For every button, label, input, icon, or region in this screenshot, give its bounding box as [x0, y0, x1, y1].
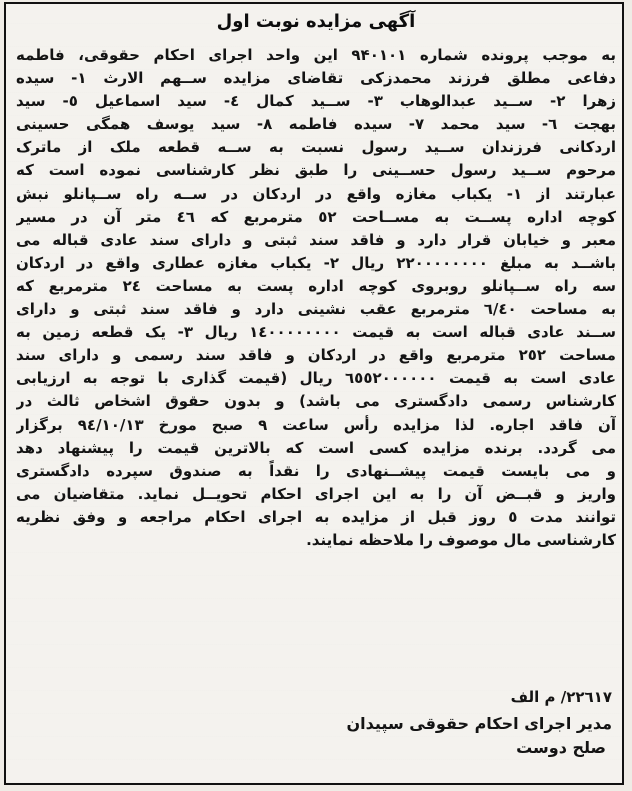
notice-body-line: سه راه ســپانلو روبروی کوچه اداره پست به مساحت ۲٤ مترمربع که [16, 276, 616, 295]
notice-body-line: آن فاقد اجاره. لذا مزایده رأس ساعت ۹ صبح مورخ ۹٤/۱۰/۱۳ برگزار [16, 415, 616, 434]
notice-body-line: عبارتند از ۱- یکباب مغازه واقع در اردکان در ســه راه ســپانلو نبش [16, 184, 616, 203]
notice-body-line: ســند عادی قباله است به قیمت ۱٤۰۰۰۰۰۰۰۰ ریال ۳- یک قطعه زمین به [16, 323, 616, 342]
signature-block [6, 712, 612, 760]
notice-body-line: اردکانی فرزندان ســید رسول نسبت به ســه قطعه ملک از ماترک [16, 138, 616, 157]
notice-body-line: معبر و خیابان قرار دارد و فاقد سند ثبتی و دارای سند عادی قباله می [16, 230, 616, 249]
notice-body-line: بهجت ٦- سید محمد ۷- سیده فاطمه ۸- سید یوسف همگی حسینی [16, 115, 616, 134]
notice-body-line: کوچه اداره پســت به مســاحت ٥۲ مترمربع که ٤٦ متر آن در مسیر [16, 207, 616, 226]
notice-body-line: دفاعی مطلق فرزند محمدزکی تقاضای مزایده ســهم الارث ۱- سیده [16, 69, 616, 88]
signature-title: مدیر اجرای احکام حقوقی سپیدان [346, 714, 612, 733]
notice-body-line: عادی است به قیمت ٦٥٥۲۰۰۰۰۰۰ ریال (قیمت گذاری با توجه به ارزیابی [16, 369, 616, 388]
notice-body-line: مساحت ۲٥۲ مترمربع واقع در اردکان و فاقد سند رسمی و دارای سند [16, 346, 616, 365]
notice-body-line: می گردد. برنده مزایده کسی است که بالاترین قیمت را پیشنهاد دهد [16, 438, 616, 457]
notice-title: آگهی مزایده نوبت اول [216, 11, 416, 32]
notice-body-line: زهرا ۲- ســید عبدالوهاب ۳- ســید کمال ٤- سید اسماعیل ٥- سید [16, 92, 616, 111]
notice-border [4, 2, 624, 785]
notice-body-line: کارشناسی مال موصوف را ملاحظه نمایند. [306, 530, 616, 549]
notice-body-line: مرحوم ســید رسول حســینی را طبق نظر کارشناسی نموده است که [16, 161, 616, 180]
notice-body-line: توانند مدت ٥ روز قبل از مزایده به اجرای احکام مراجعه و وفق نظریه [16, 507, 616, 526]
notice-body-line: واریز و قبــض آن را به این اجرای احکام تحویــل نماید. متقاضیان می [16, 484, 616, 503]
notice-body-line: کارشناس رسمی دادگستری می باشد) و بدون حقوق اشخاص ثالث در [16, 392, 616, 411]
notice-body-line: به مساحت ٦/٤۰ مترمربع عقب نشینی دارد و فاقد سند ثبتی و دارای [16, 300, 616, 319]
reference-number: ۲۲٦۱۷/ م الف [510, 688, 612, 706]
notice-body-line: باشــد به مبلغ ۲۲۰۰۰۰۰۰۰۰ ریال ۲- یکباب مغازه عطاری واقع در اردکان [16, 253, 616, 272]
notice-body-line: و می بایست قیمت پیشــنهادی را نقداً به صندوق سپرده دادگستری [16, 461, 616, 480]
notice-body-line: به موجب پرونده شماره ۹۴۰۱۰۱ این واحد اجرای احکام حقوقی، فاطمه [16, 46, 616, 64]
signature-name: صلح دوست [516, 738, 606, 757]
notice-body [16, 44, 616, 552]
